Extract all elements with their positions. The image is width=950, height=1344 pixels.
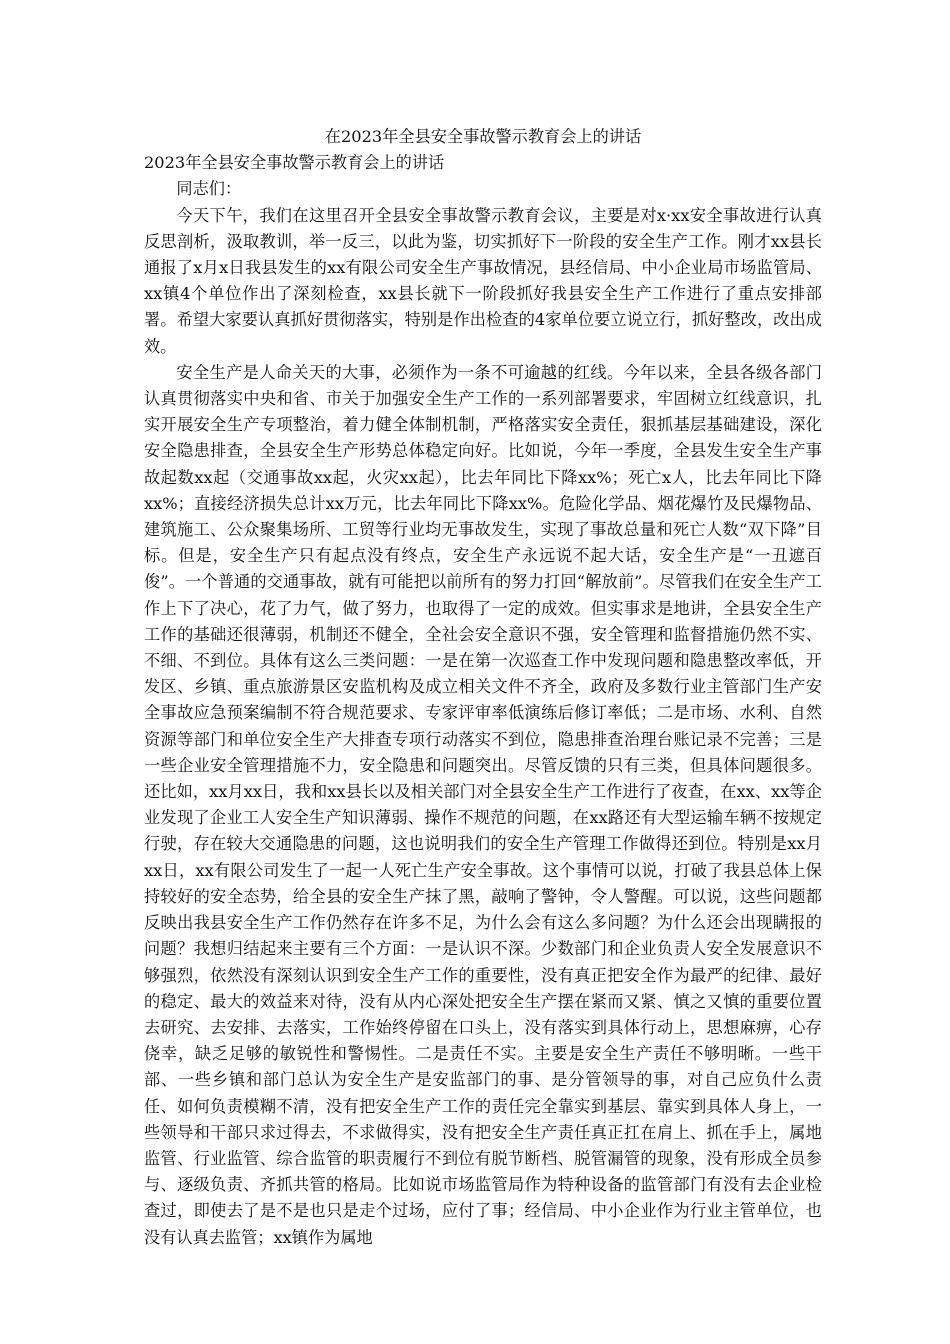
document-subtitle: 2023年全县安全事故警示教育会上的讲话	[144, 153, 445, 173]
document-title: 在2023年全县安全事故警示教育会上的讲话	[324, 127, 642, 146]
salutation: 同志们：	[176, 179, 242, 199]
document-page	[144, 124, 822, 1251]
paragraph-safety-situation: 安全生产是人命关天的大事，必须作为一条不可逾越的红线。今年以来，全县各级各部门认真贯彻落实中央和省、市关于加强安全生产工作的一系列部署要求，牢固树立红线意识，扎实开展安全生产专项整治，着力健全体制机制，严格落实安全责任，狠抓基层基础建设，深化安全隐患排查，全县安全生产形势总体稳定向好。比如说，今年一季度，全县发生安全生产事故起数xx起（交通事故xx起，火灾xx起），比去年同比下降xx%；死亡x人，比去年同比下降xx%；直接经济损失总计xx万元，比去年同比下降xx%。危险化学品、烟花爆竹及民爆物品、建筑施工、公众聚集场所、工贸等行业均无事故发生，实现了事故总量和死亡人数“双下降”目标。但是，安全生产只有起点没有终点，安全生产永远说不起大话，安全生产是“一丑遮百俊”。一个普通的交通事故，就有可能把以前所有的努力打回“解放前”。尽管我们在安全生产工作上下了决心，花了力气，做了努力，也取得了一定的成效。但实事求是地讲，全县安全生产工作的基础还很薄弱，机制还不健全，全社会安全意识不强，安全管理和监督措施仍然不实、不细、不到位。具体有这么三类问题：一是在第一次巡查工作中发现问题和隐患整改率低，开发区、乡镇、重点旅游景区安监机构及成立相关文件不齐全，政府及多数行业主管部门生产安全事故应急预案编制不符合规范要求、专家评审率低演练后修订率低；二是市场、水利、自然资源等部门和单位安全生产大排查专项行动落实不到位，隐患排查治理台账记录不完善；三是一些企业安全管理措施不力，安全隐患和问题突出。尽管反馈的只有三类，但具体问题很多。还比如，xx月xx日，我和xx县长以及相关部门对全县安全生产工作进行了夜查，在xx、xx等企业发现了企业工人安全生产知识薄弱、操作不规范的问题，在xx路还有大型运输车辆不按规定行驶，存在较大交通隐患的问题，这也说明我们的安全生产管理工作做得还到位。特别是xx月xx日，xx有限公司发生了一起一人死亡生产安全事故。这个事情可以说，打破了我县总体上保持较好的安全态势，给全县的安全生产抹了黑，敲响了警钟，令人警醒。可以说，这些问题都反映出我县安全生产工作仍然存在许多不足，为什么会有这么多问题？为什么还会出现瞒报的问题？我想归结起来主要有三个方面：一是认识不深。少数部门和企业负责人安全发展意识不够强烈，依然没有深刻认识到安全生产工作的重要性，没有真正把安全作为最严的纪律、最好的稳定、最大的效益来对待，没有从内心深处把安全生产摆在紧而又紧、慎之又慎的重要位置去研究、去安排、去落实，工作始终停留在口头上，没有落实到具体行动上，思想麻痹，心存侥幸，缺乏足够的敏锐性和警惕性。二是责任不实。主要是安全生产责任不够明晰。一些干部、一些乡镇和部门总认为安全生产是安监部门的事、是分管领导的事，对自己应负什么责任、如何负责模糊不清，没有把安全生产工作的责任完全靠实到基层、靠实到具体人身上，一些领导和干部只求过得去，不求做得实，没有把安全生产责任真正扛在肩上、抓在手上，属地监管、行业监管、综合监管的职责履行不到位有脱节断档、脱管漏管的现象，没有形成全员参与、逐级负责、齐抓共管的格局。比如说市场监管局作为特种设备的监管部门有没有去企业检查过，即使去了是不是也只是走个过场，应付了事；经信局、中小企业作为行业主管单位，也没有认真去监管；xx镇作为属地	[144, 362, 822, 1247]
paragraph-opening: 今天下午，我们在这里召开全县安全事故警示教育会议，主要是对x·xx安全事故进行认真反思剖析，汲取教训，举一反三，以此为鉴，切实抓好下一阶段的安全生产工作。刚才xx县长通报了x月x日我县发生的xx有限公司安全生产事故情况，县经信局、中小企业局市场监管局、xx镇4个单位作出了深刻检查，xx县长就下一阶段抓好我县安全生产工作进行了重点安排部署。希望大家要认真抓好贯彻落实，特别是作出检查的4家单位要立说立行，抓好整改，改出成效。	[144, 205, 822, 356]
